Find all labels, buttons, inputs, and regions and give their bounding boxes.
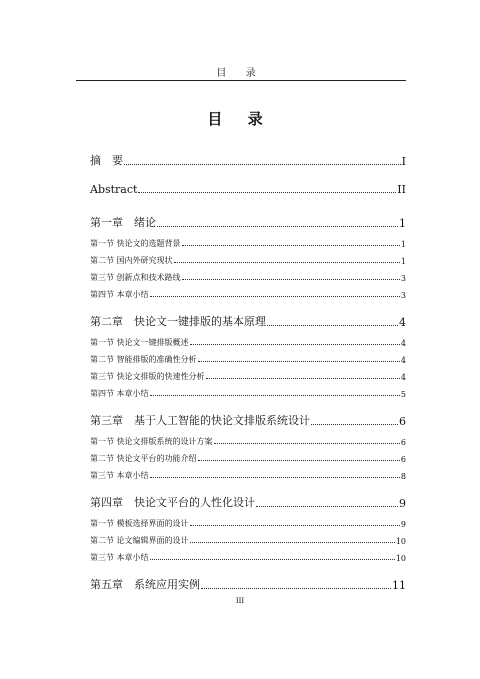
toc-entry-page: 1	[400, 257, 406, 266]
toc-entry-page: 4	[400, 356, 406, 365]
toc-entry-page: 4	[399, 316, 406, 329]
toc-entry-page: 10	[395, 554, 406, 563]
toc-section-entry[interactable]	[90, 238, 406, 249]
toc-entry-label: 第三节 快论文排版的快速性分析	[90, 372, 205, 381]
toc-entry-page: 3	[400, 291, 406, 300]
toc-entry-label: 摘 要	[90, 154, 123, 167]
toc-entry-label: Abstract	[90, 183, 138, 196]
toc-entry-page: 10	[395, 537, 406, 546]
toc-leader-dots	[182, 245, 400, 246]
toc-entry-page: 11	[392, 579, 406, 592]
toc-entry-label: 第一节 快论文排版系统的设计方案	[90, 437, 213, 446]
toc-leader-dots	[256, 506, 398, 507]
toc-leader-dots	[311, 424, 398, 425]
toc-chapter-entry[interactable]	[90, 183, 406, 196]
toc-entry-label: 第三节 本章小结	[90, 471, 149, 480]
toc-leader-dots	[182, 279, 400, 280]
toc-section-entry[interactable]	[90, 470, 406, 481]
toc-entry-label: 第四节 本章小结	[90, 290, 149, 299]
toc-leader-dots	[150, 395, 400, 396]
toc-leader-dots	[214, 443, 400, 444]
toc-leader-dots	[150, 296, 400, 297]
toc-section-entry[interactable]	[90, 289, 406, 300]
toc-leader-dots	[124, 164, 401, 165]
toc-entry-page: 1	[399, 217, 406, 230]
toc-leader-dots	[198, 361, 400, 362]
toc-entry-page: 9	[400, 520, 406, 529]
toc-entry-label: 第五章 系统应用实例	[90, 578, 200, 591]
toc-section-entry[interactable]	[90, 371, 406, 382]
toc-entry-label: 第一节 快论文一键排版概述	[90, 338, 189, 347]
running-header: 目 录	[216, 68, 264, 79]
toc-section-entry[interactable]	[90, 453, 406, 464]
toc-entry-page: 5	[400, 390, 406, 399]
toc-leader-dots	[150, 559, 395, 560]
toc-section-entry[interactable]	[90, 354, 406, 365]
toc-entry-page: 6	[400, 438, 406, 447]
toc-entry-page: 4	[400, 339, 406, 348]
toc-entry-label: 第二章 快论文一键排版的基本原理	[90, 315, 266, 328]
toc-entry-label: 第四节 本章小结	[90, 389, 149, 398]
toc-section-entry[interactable]	[90, 518, 406, 529]
toc-entry-label: 第一节 模板选择界面的设计	[90, 519, 189, 528]
toc-section-entry[interactable]	[90, 255, 406, 266]
toc-entry-label: 第二节 论文编辑界面的设计	[90, 536, 189, 545]
toc-entry-page: 6	[399, 415, 406, 428]
toc-section-entry[interactable]	[90, 272, 406, 283]
toc-title: 目 录	[207, 110, 273, 128]
toc-entry-page: 9	[399, 497, 406, 510]
toc-leader-dots	[190, 525, 400, 526]
toc-leader-dots	[157, 226, 398, 227]
toc-section-entry[interactable]	[90, 535, 406, 546]
toc-entry-label: 第二节 智能排版的准确性分析	[90, 355, 197, 364]
toc-leader-dots	[190, 542, 395, 543]
toc-chapter-entry[interactable]	[90, 313, 406, 329]
toc-chapter-entry[interactable]	[90, 494, 406, 510]
toc-entry-page: 1	[400, 240, 406, 249]
toc-chapter-entry[interactable]	[90, 152, 406, 168]
toc-entry-page: 4	[400, 373, 406, 382]
toc-entry-label: 第二节 快论文平台的功能介绍	[90, 454, 197, 463]
toc-section-entry[interactable]	[90, 436, 406, 447]
toc-entry-label: 第三章 基于人工智能的快论文排版系统设计	[90, 414, 310, 427]
toc-entry-page: II	[397, 183, 406, 196]
toc-entry-label: 第三节 创新点和技术路线	[90, 273, 181, 282]
toc-leader-dots	[138, 192, 396, 193]
toc-leader-dots	[267, 325, 398, 326]
toc-chapter-entry[interactable]	[90, 412, 406, 428]
toc-leader-dots	[206, 378, 400, 379]
toc-entry-page: 3	[400, 274, 406, 283]
toc-leader-dots	[190, 344, 400, 345]
toc-chapter-entry[interactable]	[90, 214, 406, 230]
toc-entry-label: 第一章 绪论	[90, 216, 156, 229]
page-number: III	[235, 597, 245, 605]
toc-entry-page: I	[401, 155, 406, 168]
toc-entry-page: 6	[400, 455, 406, 464]
toc-section-entry[interactable]	[90, 337, 406, 348]
toc-entry-label: 第二节 国内外研究现状	[90, 256, 173, 265]
toc-entry-label: 第三节 本章小结	[90, 553, 149, 562]
toc-entry-label: 第一节 快论文的选题背景	[90, 239, 181, 248]
toc-leader-dots	[198, 460, 400, 461]
toc-section-entry[interactable]	[90, 552, 406, 563]
toc-leader-dots	[201, 588, 391, 589]
toc-leader-dots	[174, 262, 400, 263]
toc-section-entry[interactable]	[90, 388, 406, 399]
toc-entry-page: 8	[400, 472, 406, 481]
toc-entry-label: 第四章 快论文平台的人性化设计	[90, 496, 255, 509]
toc-chapter-entry[interactable]	[90, 576, 406, 592]
toc-leader-dots	[150, 477, 400, 478]
